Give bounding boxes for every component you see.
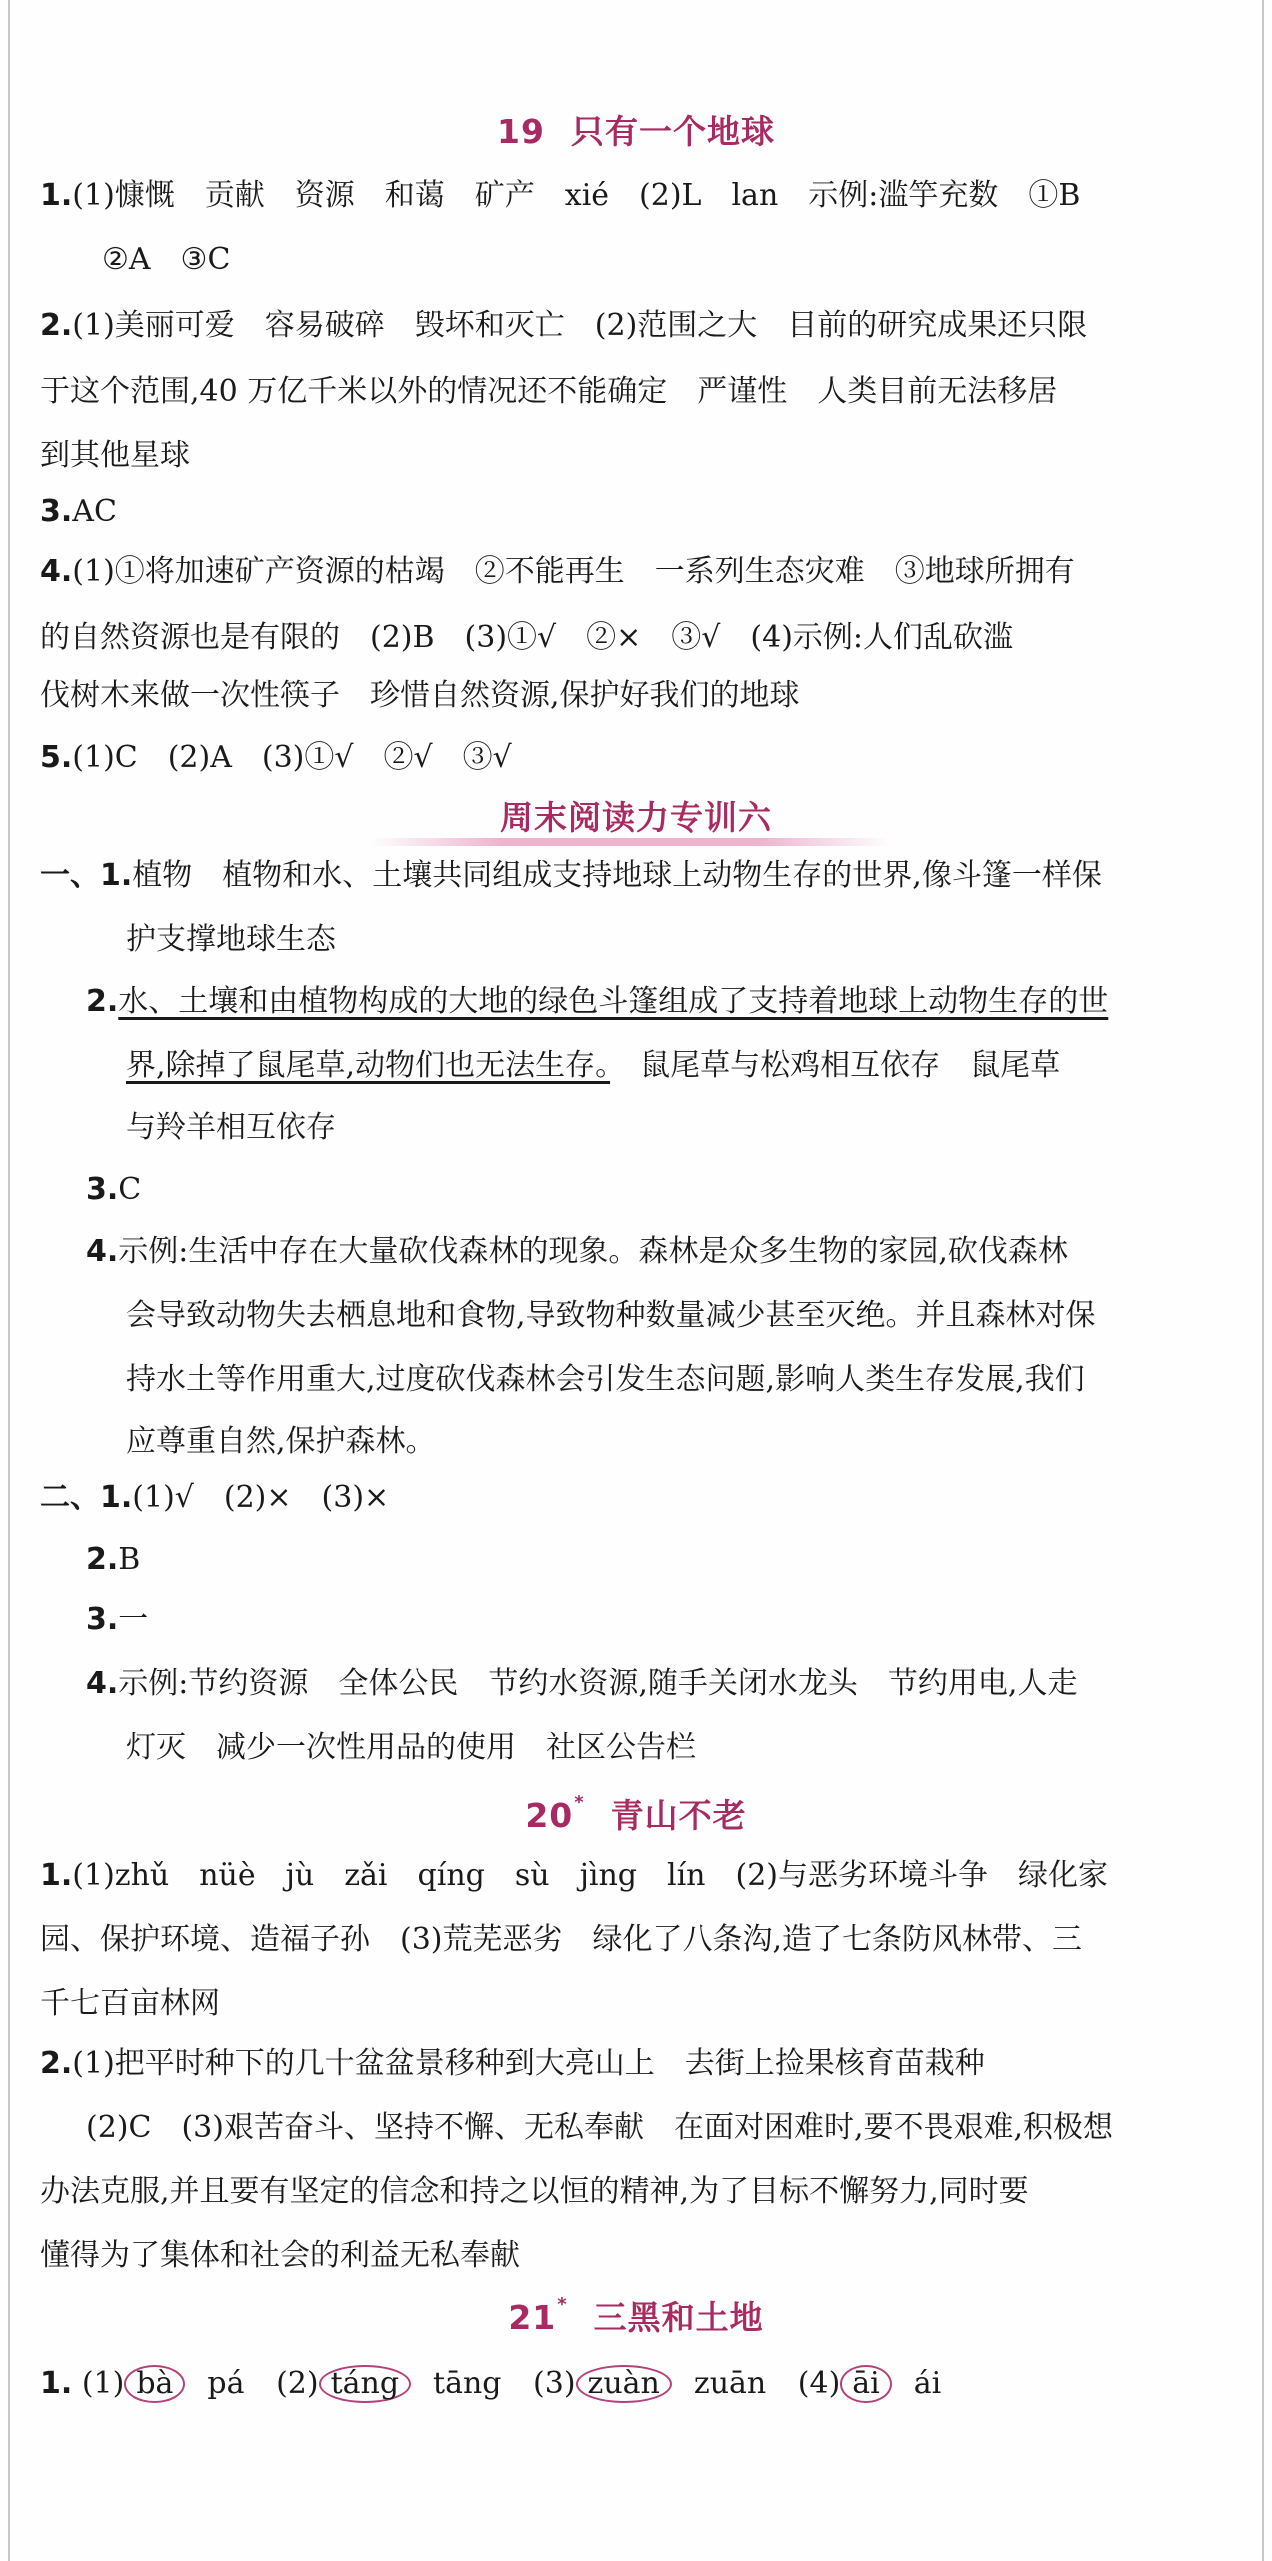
answer-line bbox=[126, 1296, 1096, 1336]
question-number: 2. bbox=[40, 308, 73, 343]
pinyin: pá bbox=[207, 2366, 245, 2401]
answer-text: C bbox=[118, 1172, 142, 1207]
answer-line bbox=[126, 1046, 1060, 1086]
answer-text: 办法克服,并且要有坚定的信念和持之以恒的精神,为了目标不懈努力,同时要 bbox=[40, 2174, 1029, 2209]
answer-text: 持水土等作用重大,过度砍伐森林会引发生态问题,影响人类生存发展,我们 bbox=[126, 1362, 1085, 1397]
question-number: 4. bbox=[86, 1234, 119, 1269]
left-margin-rule bbox=[8, 0, 10, 2561]
pinyin: zuān bbox=[693, 2366, 767, 2401]
question-number: 3. bbox=[86, 1602, 119, 1637]
answer-line bbox=[86, 1600, 148, 1640]
lesson-19-heading bbox=[0, 106, 1272, 153]
answer-line bbox=[40, 1984, 220, 2024]
sub-label: (4) bbox=[797, 2366, 841, 2401]
answer-text: (1)美丽可爱 容易破碎 毁坏和灭亡 (2)范围之大 目前的研究成果还只限 bbox=[72, 308, 1088, 343]
answer-text: 鼠尾草与松鸡相互依存 鼠尾草 bbox=[610, 1048, 1061, 1083]
circled-pinyin: bà bbox=[124, 2365, 185, 2403]
answer-line bbox=[40, 1920, 1082, 1960]
question-number: 1. bbox=[40, 178, 73, 213]
answer-line bbox=[126, 1422, 436, 1462]
lesson-title: 只有一个地球 bbox=[570, 112, 775, 151]
answer-line bbox=[40, 856, 1102, 896]
answer-line bbox=[86, 982, 1108, 1022]
answer-line bbox=[102, 240, 230, 280]
answer-line bbox=[86, 1540, 140, 1580]
circled-pinyin: táng bbox=[319, 2365, 411, 2403]
answer-text: 示例:节约资源 全体公民 节约水资源,随手关闭水龙头 节约用电,人走 bbox=[118, 1666, 1078, 1701]
answer-text: (1)把平时种下的几十盆盆景移种到大亮山上 去街上捡果核育苗栽种 bbox=[72, 2046, 985, 2081]
answer-text: 灯灭 减少一次性用品的使用 社区公告栏 bbox=[126, 1730, 696, 1765]
weekend-reading-heading bbox=[0, 792, 1272, 839]
answer-line bbox=[40, 436, 190, 476]
answer-line bbox=[126, 1108, 336, 1148]
answer-text: 护支撑地球生态 bbox=[126, 922, 336, 957]
answer-line bbox=[86, 2108, 1113, 2148]
question-number: 4. bbox=[86, 1666, 119, 1701]
answer-line bbox=[126, 920, 336, 960]
underlined-text: 水、土壤和由植物构成的大地的绿色斗篷组成了支持着地球上动物生存的世 bbox=[118, 984, 1109, 1019]
question-number: 二、1. bbox=[40, 1480, 133, 1515]
answer-text: 于这个范围,40 万亿千米以外的情况还不能确定 严谨性 人类目前无法移居 bbox=[40, 374, 1058, 409]
question-number: 2. bbox=[86, 1542, 119, 1577]
answer-text: 千七百亩林网 bbox=[40, 1986, 220, 2021]
answer-line bbox=[126, 1360, 1085, 1400]
answer-line bbox=[40, 618, 1013, 658]
answer-text: (1)zhǔ nüè jù zǎi qíng sù jìng lín (2)与恶劣环境斗争 绿化家 bbox=[72, 1858, 1108, 1893]
answer-text: AC bbox=[72, 494, 117, 529]
underlined-text: 界,除掉了鼠尾草,动物们也无法生存。 bbox=[126, 1048, 611, 1083]
answer-text: 示例:生活中存在大量砍伐森林的现象。森林是众多生物的家园,砍伐森林 bbox=[118, 1234, 1068, 1269]
answer-text: 应尊重自然,保护森林。 bbox=[126, 1424, 436, 1459]
question-number: 3. bbox=[86, 1172, 119, 1207]
question-number: 2. bbox=[40, 2046, 73, 2081]
heading-highlight-bar bbox=[370, 838, 890, 846]
lesson-21-heading bbox=[0, 2292, 1272, 2339]
answer-text: (1)C (2)A (3)①√ ②√ ③√ bbox=[72, 740, 512, 775]
answer-text: 懂得为了集体和社会的利益无私奉献 bbox=[40, 2238, 520, 2273]
answer-line bbox=[126, 1728, 696, 1768]
question-number: 一、1. bbox=[40, 858, 133, 893]
answer-line bbox=[86, 1664, 1077, 1704]
answer-text: 到其他星球 bbox=[40, 438, 190, 473]
lesson-number: 21 bbox=[508, 2298, 557, 2337]
lesson-title: 三黑和土地 bbox=[593, 2298, 764, 2337]
answer-text: 一 bbox=[118, 1602, 149, 1637]
answer-line bbox=[40, 492, 117, 532]
answer-line bbox=[40, 676, 800, 716]
lesson-number: 20 bbox=[525, 1796, 574, 1835]
lesson-title: 青山不老 bbox=[610, 1796, 747, 1835]
answer-line bbox=[40, 2364, 941, 2404]
answer-text: (1)①将加速矿产资源的枯竭 ②不能再生 一系列生态灾难 ③地球所拥有 bbox=[72, 554, 1075, 589]
answer-text: 伐树木来做一次性筷子 珍惜自然资源,保护好我们的地球 bbox=[40, 678, 800, 713]
question-number: 5. bbox=[40, 740, 73, 775]
optional-star: * bbox=[557, 2294, 568, 2315]
answer-line bbox=[86, 1232, 1068, 1272]
answer-line bbox=[86, 1170, 141, 1210]
section-title: 周末阅读力专训六 bbox=[500, 798, 772, 837]
question-number: 3. bbox=[40, 494, 73, 529]
answer-text: B bbox=[118, 1542, 141, 1577]
lesson-number: 19 bbox=[497, 112, 545, 151]
answer-text: 与羚羊相互依存 bbox=[126, 1110, 336, 1145]
sub-label: (1) bbox=[81, 2366, 125, 2401]
circled-pinyin: āi bbox=[840, 2365, 891, 2403]
sub-label: (3) bbox=[533, 2366, 576, 2401]
answer-line bbox=[40, 1856, 1108, 1896]
answer-line bbox=[40, 2172, 1029, 2212]
sub-label: (2) bbox=[276, 2366, 319, 2401]
question-number: 1. bbox=[40, 2366, 73, 2401]
pinyin: tāng bbox=[433, 2366, 502, 2401]
answer-text: 的自然资源也是有限的 (2)B (3)①√ ②× ③√ (4)示例:人们乱砍滥 bbox=[40, 620, 1014, 655]
answer-line bbox=[40, 552, 1075, 592]
answer-text: (1)慷慨 贡献 资源 和蔼 矿产 xié (2)L lan 示例:滥竽充数 ①B bbox=[72, 178, 1081, 213]
answer-line bbox=[40, 738, 512, 778]
circled-pinyin: zuàn bbox=[576, 2365, 672, 2403]
pinyin: ái bbox=[913, 2366, 942, 2401]
answer-text: 园、保护环境、造福子孙 (3)荒芜恶劣 绿化了八条沟,造了七条防风林带、三 bbox=[40, 1922, 1083, 1957]
answer-text: (2)C (3)艰苦奋斗、坚持不懈、无私奉献 在面对困难时,要不畏艰难,积极想 bbox=[86, 2110, 1114, 2145]
answer-line bbox=[40, 1478, 389, 1518]
question-number: 1. bbox=[40, 1858, 73, 1893]
lesson-20-heading bbox=[0, 1790, 1272, 1837]
answer-line bbox=[40, 306, 1087, 346]
answer-line bbox=[40, 372, 1057, 412]
question-number: 2. bbox=[86, 984, 119, 1019]
answer-text: 会导致动物失去栖息地和食物,导致物种数量减少甚至灭绝。并且森林对保 bbox=[126, 1298, 1096, 1333]
question-number: 4. bbox=[40, 554, 73, 589]
right-margin-rule bbox=[1262, 0, 1264, 2561]
answer-line bbox=[40, 2236, 520, 2276]
answer-line bbox=[40, 2044, 985, 2084]
answer-text: ②A ③C bbox=[102, 242, 231, 277]
answer-text: 植物 植物和水、土壤共同组成支持地球上动物生存的世界,像斗篷一样保 bbox=[132, 858, 1102, 893]
optional-star: * bbox=[574, 1792, 585, 1813]
answer-text: (1)√ (2)× (3)× bbox=[132, 1480, 390, 1515]
answer-line bbox=[40, 176, 1080, 216]
